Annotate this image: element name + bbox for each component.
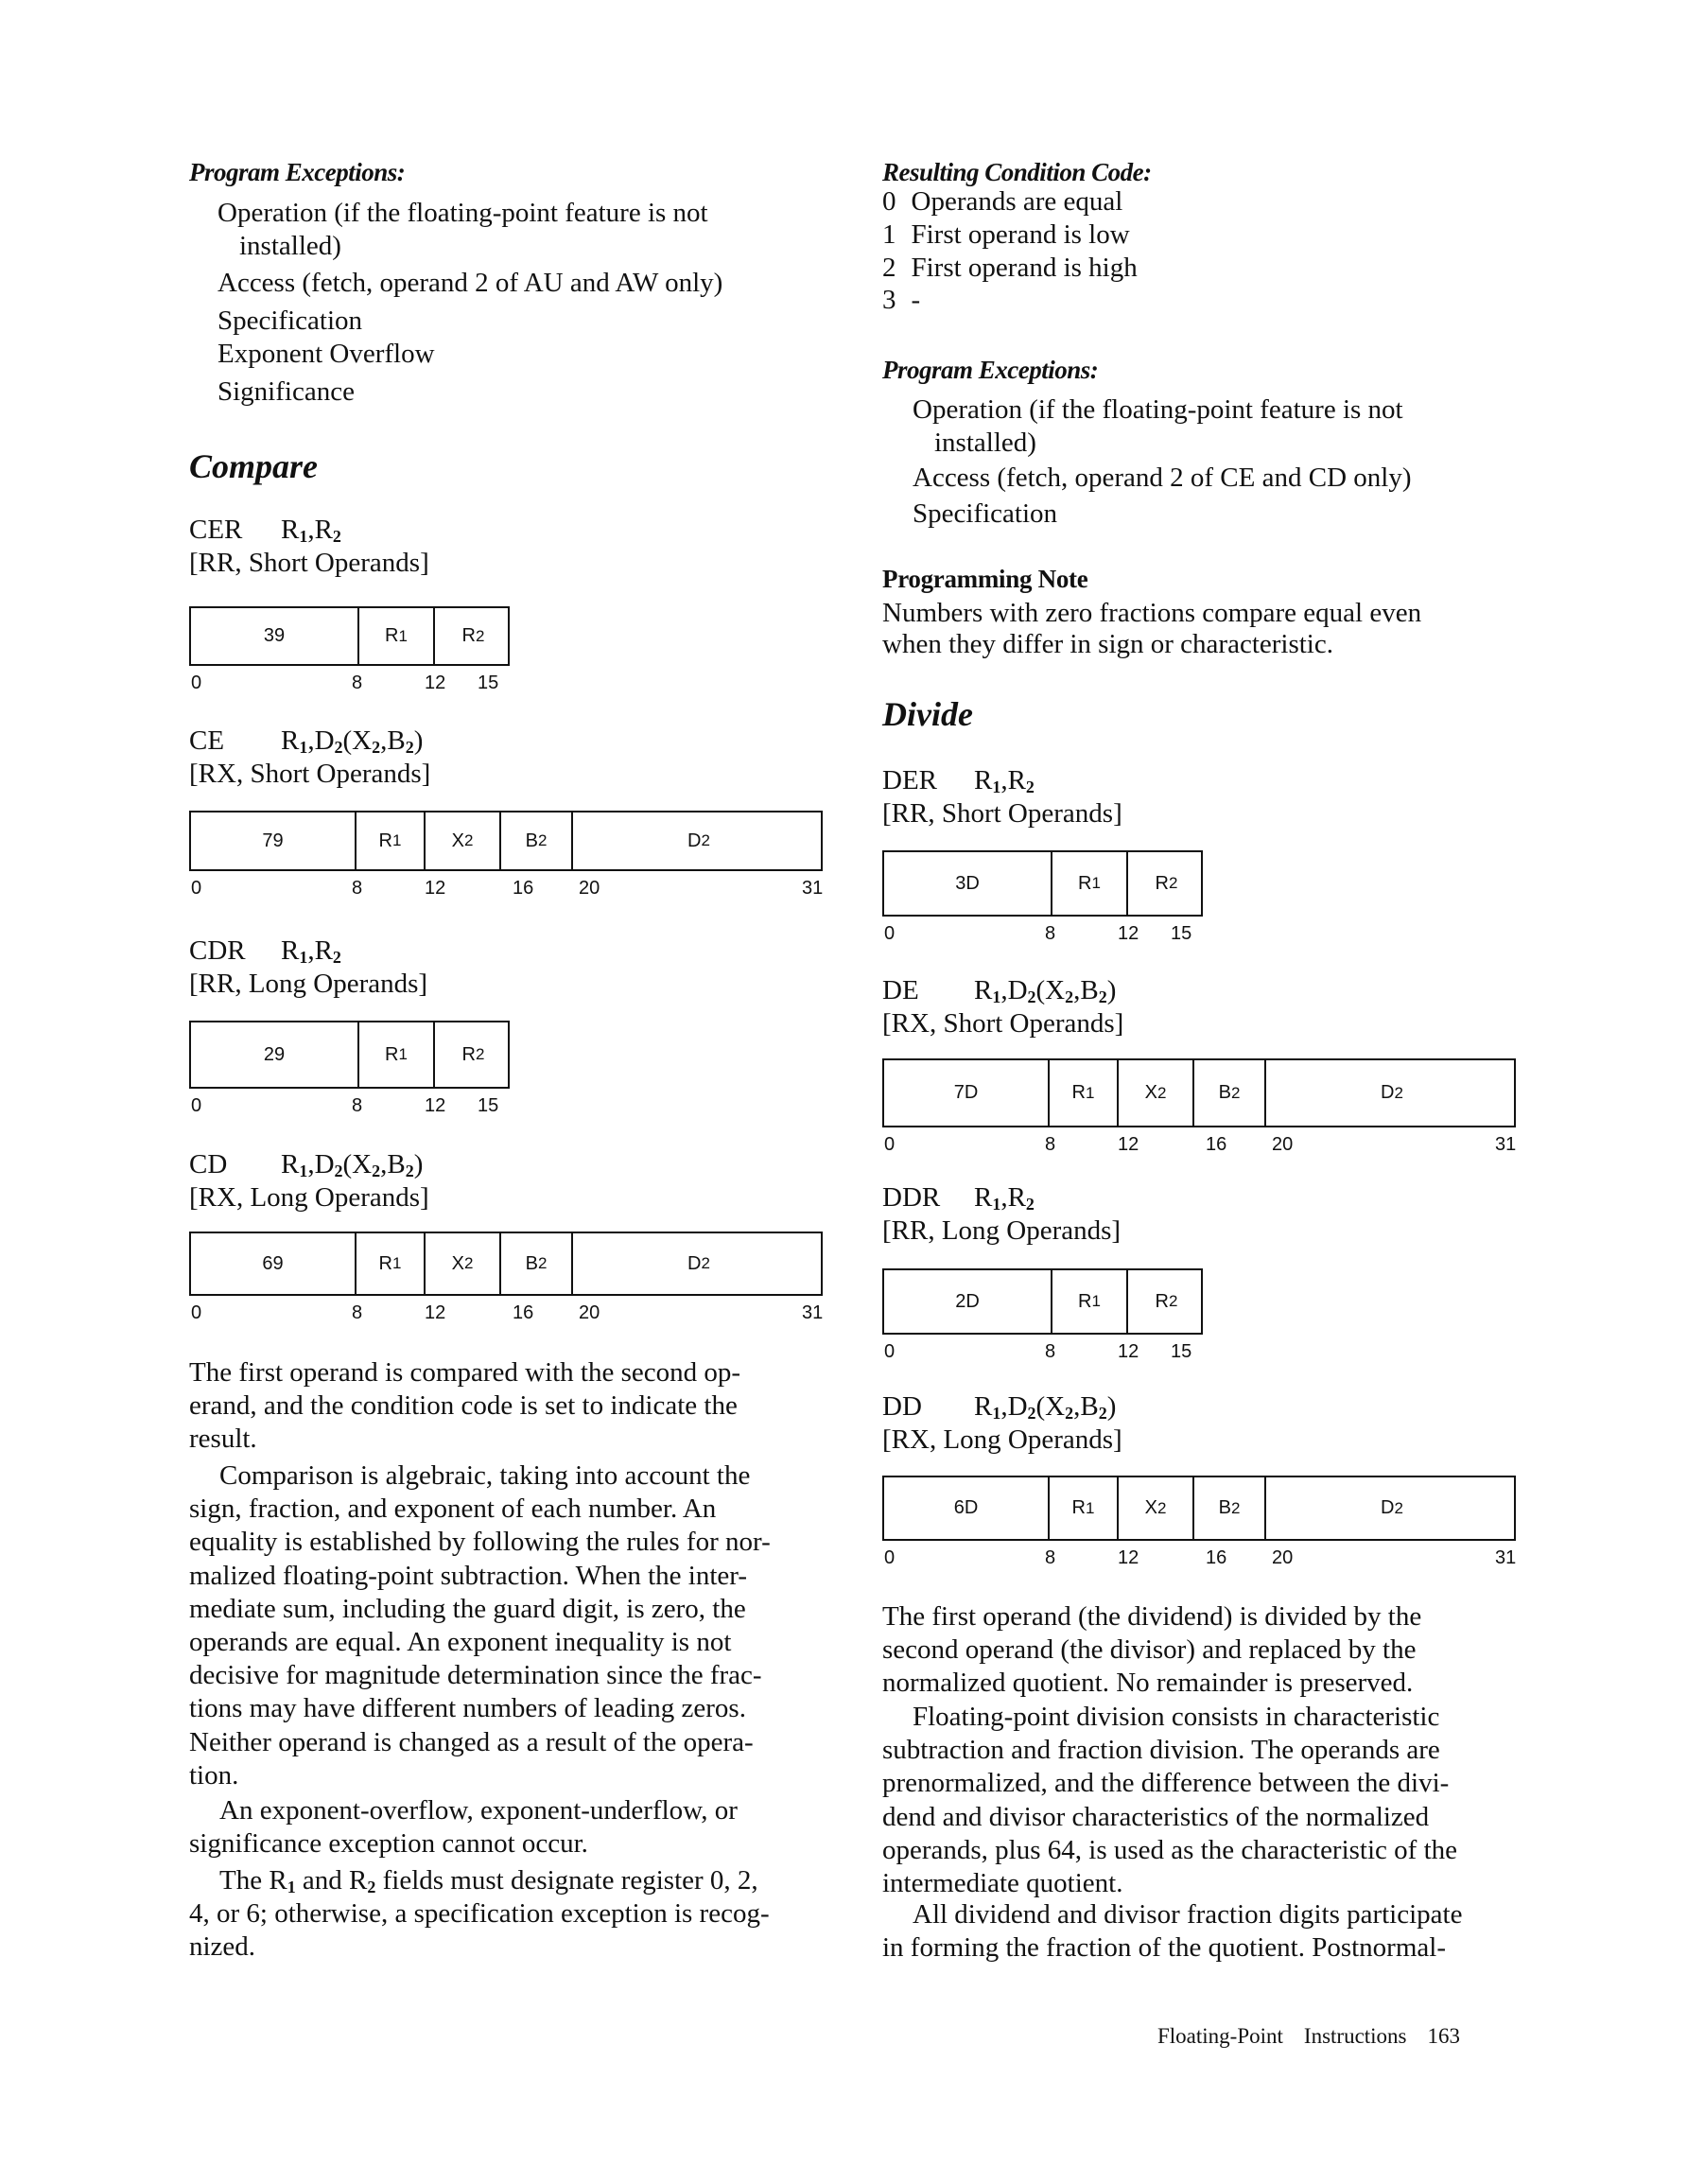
bit-position: 31 [1495, 1547, 1517, 1568]
field-x2: X 2 [1117, 1477, 1192, 1539]
cc-meaning: First operand is low [911, 219, 1130, 250]
operands: $R_1,R_2$ [281, 935, 341, 967]
field-b2: B 2 [1192, 1477, 1264, 1539]
paragraph-line: operands are equal. An exponent inequality is not [189, 1627, 732, 1657]
operands: $R_1,D_2(X_2,B_2)$ [974, 1391, 1117, 1423]
field-3d: 3D [955, 872, 980, 894]
field-x2: X 2 [424, 1233, 499, 1294]
paragraph-line: nized. [189, 1931, 256, 1963]
format-type: [RX, Long Operands] [189, 1182, 429, 1213]
operands: $R_1,R_2$ [974, 1182, 1035, 1214]
field-d2: D 2 [1264, 1060, 1518, 1126]
format-diagram [882, 1058, 1516, 1127]
exception-item: Access (fetch, operand 2 of CE and CD only) [913, 463, 1412, 493]
mnemonic: DD [882, 1391, 922, 1422]
format-diagram [189, 606, 510, 666]
mnemonic: DER [882, 765, 937, 795]
footer-chapter: Instructions [1303, 2024, 1407, 2048]
bit-position: 31 [802, 878, 824, 899]
page-footer [1157, 2022, 1460, 2051]
program-exceptions-heading: Program Exceptions: [189, 158, 406, 186]
paragraph-line: All dividend and divisor fraction digits participate [913, 1899, 1463, 1930]
bit-position: 0 [884, 1547, 896, 1568]
section-title-compare: Compare [189, 447, 319, 485]
paragraph-line: Comparison is algebraic, taking into account the [219, 1460, 751, 1491]
paragraph-line: intermediate quotient. [882, 1868, 1123, 1898]
paragraph-line: Floating-point division consists in characteristic [913, 1702, 1440, 1732]
mnemonic: CER [189, 515, 243, 545]
condition-code-item [882, 218, 1130, 252]
paragraph-line: The $R_1$ and $R_2$ fields must designate register 0, 2, [219, 1865, 758, 1896]
bit-position: 31 [802, 1302, 824, 1323]
format-type: [RR, Long Operands] [882, 1215, 1122, 1246]
operands: $R_1,D_2(X_2,B_2)$ [281, 1149, 424, 1180]
paragraph-line: An exponent-overflow, exponent-underflow, or [219, 1795, 738, 1826]
condition-code-item [882, 284, 920, 317]
field-r2: R 2 [433, 1022, 512, 1087]
exception-item: Significance [217, 376, 355, 407]
format-type: [RR, Short Operands] [189, 548, 429, 578]
cc-value: 2 [882, 253, 896, 283]
bit-position: 0 [884, 1341, 896, 1362]
paragraph-line: subtraction and fraction division. The operands are [882, 1735, 1440, 1766]
paragraph-line: Neither operand is changed as a result of the opera- [189, 1726, 754, 1757]
paragraph-line: in forming the fraction of the quotient. Postnormal- [882, 1932, 1446, 1964]
bit-position: 12 [1118, 1547, 1139, 1568]
field-x2: X 2 [1117, 1060, 1192, 1126]
cc-value: 0 [882, 186, 896, 217]
bit-position: 8 [1045, 1134, 1056, 1155]
bit-position: 15 [478, 673, 499, 693]
bit-position: 15 [1171, 1341, 1192, 1362]
condition-code-item [882, 252, 1138, 285]
bit-position: 0 [191, 673, 202, 693]
field-29: 29 [263, 1043, 286, 1065]
field-r1: R 1 [357, 608, 433, 664]
field-r2: R 2 [1126, 1270, 1205, 1333]
paragraph-line: significance exception cannot occur. [189, 1828, 588, 1860]
paragraph-line: equality is established by following the rules for nor- [189, 1527, 771, 1558]
exception-item: Operation (if the floating-point feature is not [913, 394, 1403, 425]
paragraph-line: second operand (the divisor) and replaced by the [882, 1634, 1417, 1666]
section-title-divide: Divide [882, 695, 973, 733]
field-79: 79 [262, 830, 284, 851]
operands: $R_1,R_2$ [281, 515, 341, 546]
bit-position: 8 [1045, 1547, 1056, 1568]
bit-position: 12 [425, 673, 446, 693]
bit-position: 8 [352, 673, 363, 693]
bit-position: 8 [352, 1302, 363, 1323]
paragraph-line: tions may have different numbers of leading zeros. [189, 1693, 746, 1724]
field-7d: 7D [953, 1082, 979, 1103]
mnemonic: DE [882, 975, 919, 1005]
field-2d: 2D [955, 1290, 980, 1312]
exception-item: Access (fetch, operand 2 of AU and AW only) [217, 268, 723, 298]
field-r1: R 1 [1048, 1477, 1117, 1539]
exception-item: installed) [239, 231, 341, 261]
cc-meaning: Operands are equal [911, 186, 1123, 217]
field-d2: D 2 [1264, 1477, 1518, 1539]
programming-note-heading: Programming Note [882, 565, 1088, 593]
paragraph-line: malized floating-point subtraction. When the inter- [189, 1560, 747, 1591]
cc-meaning: - [911, 285, 921, 315]
paragraph-line: result. [189, 1424, 257, 1455]
bit-position: 0 [191, 1302, 202, 1323]
format-type: [RR, Long Operands] [189, 969, 428, 999]
operands: $R_1,D_2(X_2,B_2)$ [974, 975, 1117, 1006]
bit-position: 12 [425, 878, 446, 899]
field-d2: D 2 [571, 1233, 825, 1294]
bit-position: 31 [1495, 1134, 1517, 1155]
paragraph-line: operands, plus 64, is used as the characteristic of the [882, 1834, 1458, 1865]
mnemonic: CDR [189, 935, 246, 966]
field-r1: R 1 [1051, 852, 1126, 915]
format-type: [RX, Short Operands] [189, 759, 431, 789]
field-69: 69 [262, 1252, 284, 1274]
bit-position: 16 [1206, 1134, 1227, 1155]
operands: $R_1,R_2$ [974, 765, 1035, 796]
field-b2: B 2 [499, 812, 571, 869]
bit-position: 12 [1118, 923, 1139, 944]
bit-position: 20 [1272, 1547, 1294, 1568]
field-r1: R 1 [355, 812, 424, 869]
bit-position: 16 [513, 1302, 534, 1323]
paragraph-line: decisive for magnitude determination since the frac- [189, 1660, 762, 1691]
paragraph-line: sign, fraction, and exponent of each number. An [189, 1494, 717, 1525]
bit-position: 12 [425, 1302, 446, 1323]
bit-position: 8 [352, 878, 363, 899]
bit-position: 0 [191, 878, 202, 899]
program-exceptions-heading: Program Exceptions: [882, 356, 1099, 384]
paragraph-line: normalized quotient. No remainder is preserved. [882, 1668, 1414, 1699]
format-diagram [189, 1232, 823, 1296]
bit-position: 0 [191, 1095, 202, 1116]
paragraph-line: prenormalized, and the difference between the divi- [882, 1768, 1450, 1799]
paragraph-line: The first operand is compared with the second op- [189, 1357, 741, 1388]
exception-item: Specification [913, 498, 1058, 529]
field-r1: R 1 [1051, 1270, 1126, 1333]
exception-item: Exponent Overflow [217, 339, 435, 369]
bit-position: 8 [1045, 923, 1056, 944]
bit-position: 12 [425, 1095, 446, 1116]
programming-note-text: when they differ in sign or characteristic. [882, 629, 1333, 659]
format-type: [RR, Short Operands] [882, 798, 1122, 829]
paragraph-line: mediate sum, including the guard digit, is zero, the [189, 1593, 746, 1624]
field-r2: R 2 [433, 608, 512, 664]
cc-value: 1 [882, 219, 896, 250]
format-diagram [882, 850, 1203, 917]
field-b2: B 2 [1192, 1060, 1264, 1126]
field-r1: R 1 [357, 1022, 433, 1087]
cc-meaning: First operand is high [911, 253, 1138, 283]
bit-position: 12 [1118, 1134, 1139, 1155]
field-x2: X 2 [424, 812, 499, 869]
mnemonic: CE [189, 725, 225, 756]
paragraph-line: dend and divisor characteristics of the normalized [882, 1801, 1430, 1832]
bit-position: 8 [1045, 1341, 1056, 1362]
field-r1: R 1 [355, 1233, 424, 1294]
bit-position: 12 [1118, 1341, 1139, 1362]
programming-note-text: Numbers with zero fractions compare equal even [882, 598, 1422, 628]
cc-value: 3 [882, 285, 896, 315]
condition-code-heading: Resulting Condition Code: [882, 158, 1152, 186]
exception-item: Specification [217, 306, 363, 336]
format-type: [RX, Short Operands] [882, 1008, 1124, 1039]
paragraph-line: 4, or 6; otherwise, a specification exception is recog- [189, 1898, 770, 1930]
field-r2: R 2 [1126, 852, 1205, 915]
field-d2: D 2 [571, 812, 825, 869]
field-6d: 6D [953, 1497, 979, 1518]
mnemonic: CD [189, 1149, 228, 1179]
exception-item: installed) [934, 428, 1036, 458]
bit-position: 20 [579, 1302, 600, 1323]
field-39: 39 [263, 625, 286, 646]
format-diagram [882, 1476, 1516, 1541]
bit-position: 20 [1272, 1134, 1294, 1155]
bit-position: 0 [884, 923, 896, 944]
format-diagram [882, 1268, 1203, 1335]
paragraph-line: The first operand (the dividend) is divided by the [882, 1601, 1422, 1632]
paragraph-line: tion. [189, 1759, 239, 1791]
field-b2: B 2 [499, 1233, 571, 1294]
format-diagram [189, 811, 823, 871]
bit-position: 16 [1206, 1547, 1227, 1568]
page-number: 163 [1427, 2024, 1461, 2048]
operands: $R_1,D_2(X_2,B_2)$ [281, 725, 424, 757]
condition-code-item [882, 185, 1122, 218]
field-r1: R 1 [1048, 1060, 1117, 1126]
bit-position: 8 [352, 1095, 363, 1116]
bit-position: 15 [478, 1095, 499, 1116]
paragraph-line: erand, and the condition code is set to indicate the [189, 1390, 738, 1422]
bit-position: 15 [1171, 923, 1192, 944]
bit-position: 20 [579, 878, 600, 899]
footer-section: Floating-Point [1157, 2024, 1283, 2048]
format-diagram [189, 1021, 510, 1089]
format-type: [RX, Long Operands] [882, 1424, 1122, 1455]
bit-position: 16 [513, 878, 534, 899]
bit-position: 0 [884, 1134, 896, 1155]
exception-item: Operation (if the floating-point feature is not [217, 198, 708, 228]
mnemonic: DDR [882, 1182, 941, 1213]
